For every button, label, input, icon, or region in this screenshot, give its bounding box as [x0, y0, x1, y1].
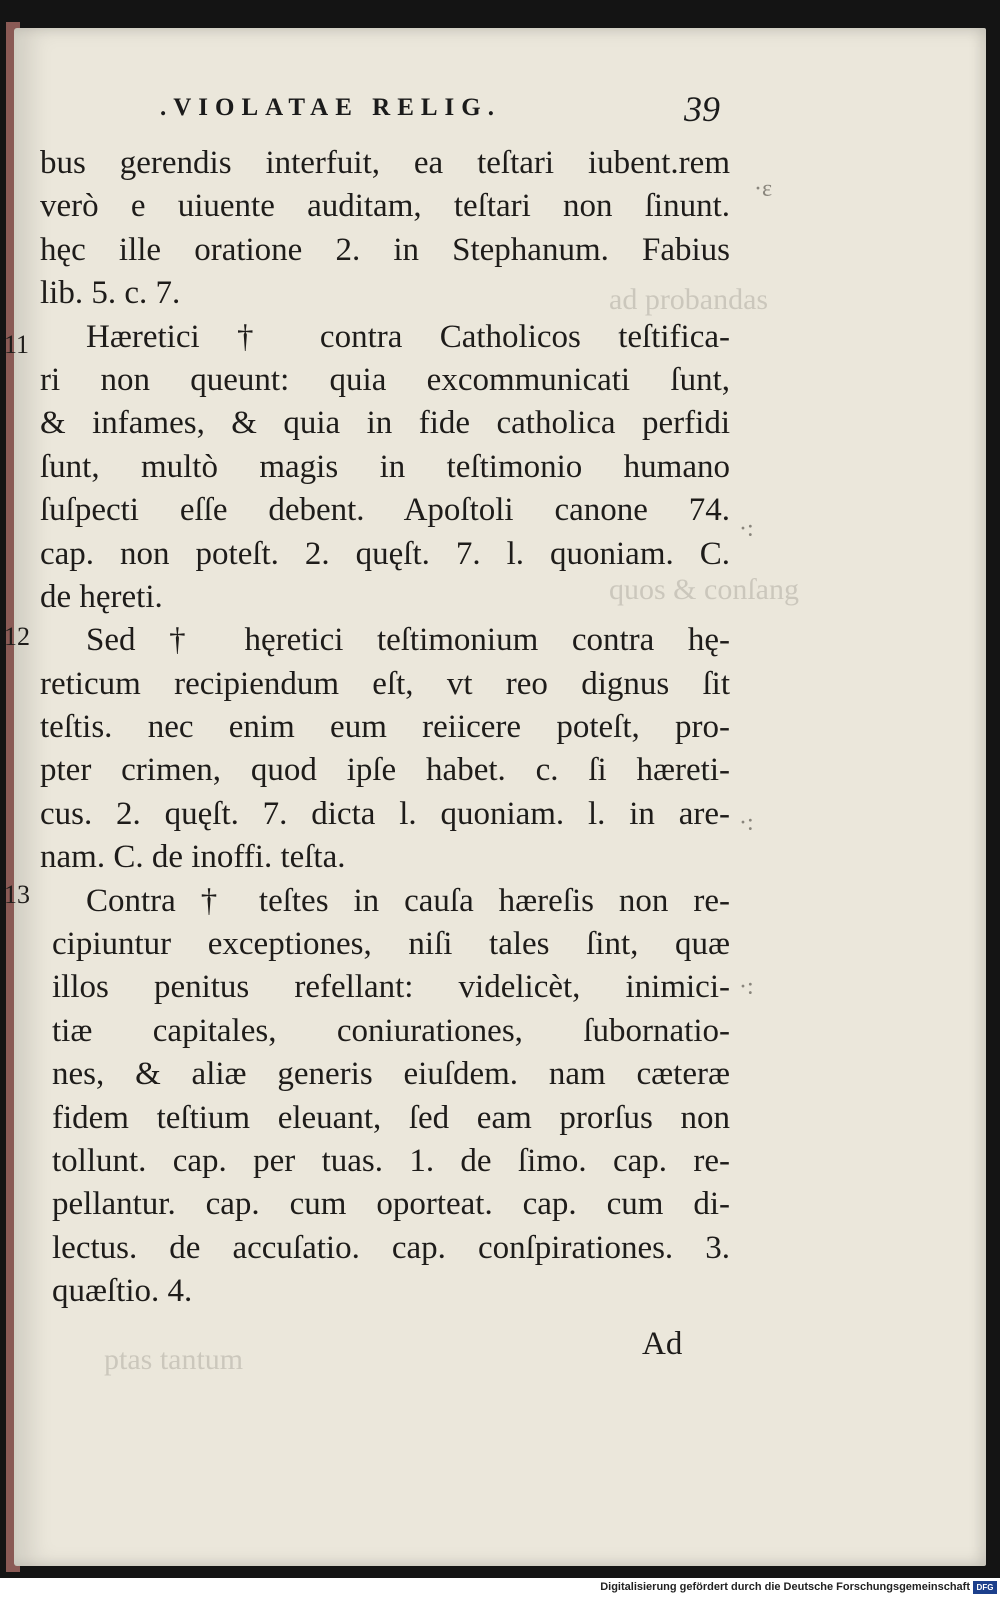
text-line: nes, & aliæ generis eiuſdem. nam cæteræ — [52, 1056, 730, 1093]
text-line: Hæretici † contra Catholicos teſtifica- — [86, 318, 730, 355]
text-line: & infames, & quia in fide catholica perfidi — [40, 405, 730, 442]
text-line: tollunt. cap. per tuas. 1. de ſimo. cap. re- — [52, 1142, 730, 1179]
marginal-number: 13 — [4, 880, 30, 909]
text-line: cipiuntur exceptiones, niſi tales ſint, quæ — [52, 926, 730, 963]
show-through: ad probandas — [609, 283, 769, 316]
text-line: ri non queunt: quia excommunicati ſunt, — [40, 361, 730, 398]
marginal-number: 11 — [4, 330, 30, 359]
text-line: cap. non poteſt. 2. quęſt. 7. l. quoniam. C. — [40, 535, 730, 572]
marginal-number: 12 — [4, 622, 30, 651]
text-line: ſuſpecti eſſe debent. Apoſtoli canone 74. — [40, 492, 730, 529]
text-line: fidem teſtium eleuant, ſed eam prorſus non — [52, 1099, 730, 1136]
text-line: lib. 5. c. 7. — [40, 275, 181, 312]
text-line: pter crimen, quod ipſe habet. c. ſi hæreti- — [40, 752, 730, 789]
text-line: lectus. de accuſatio. cap. conſpirationes. 3. — [52, 1229, 730, 1266]
text-line: tiæ capitales, coniurationes, ſubornatio- — [52, 1012, 730, 1049]
page-number: 39 — [684, 89, 720, 129]
text-line: quæſtio. 4. — [52, 1273, 193, 1310]
show-through-mark: ·: — [739, 810, 754, 836]
text-line: illos penitus refellant: videlicèt, inimici- — [52, 969, 730, 1006]
text-line: ſunt, multò magis in teſtimonio humano — [40, 448, 730, 485]
text-line: bus gerendis interfuit, ea teſtari iubent.rem — [40, 145, 730, 181]
main-text — [40, 142, 730, 1314]
text-line: reticum recipiendum eſt, vt reo dignus ſit — [40, 665, 730, 702]
show-through-mark: ·: — [739, 974, 754, 1000]
running-header — [160, 89, 720, 132]
digitization-credit: Digitalisierung gefördert durch die Deutsche Forschungsgemeinschaft — [600, 1581, 970, 1593]
dfg-logo: DFG — [973, 1581, 997, 1594]
text-line: Contra † teſtes in cauſa hæreſis non re- — [86, 882, 730, 919]
show-through-mark: ·ε — [754, 176, 773, 202]
text-line: de hęreti. — [40, 578, 163, 615]
show-through: ptas tantum — [104, 1343, 244, 1376]
show-through-mark: ·: — [739, 516, 754, 542]
text-line: cus. 2. quęſt. 7. dicta l. quoniam. l. in are- — [40, 795, 730, 832]
text-line: hęc ille oratione 2. in Stephanum. Fabius — [40, 231, 730, 268]
catchword: Ad — [642, 1326, 683, 1362]
text-line: teſtis. nec enim eum reiicere poteſt, pro- — [40, 709, 730, 746]
text-line: Sed † hęretici teſtimonium contra hę- — [86, 622, 730, 659]
running-title: .VIOLATAE RELIG. — [160, 94, 501, 121]
text-line: verò e uiuente auditam, teſtari non ſinunt. — [40, 188, 730, 225]
text-line: nam. C. de inoffi. teſta. — [40, 839, 346, 876]
text-line: pellantur. cap. cum oporteat. cap. cum di- — [52, 1186, 730, 1223]
show-through: quos & conſang — [609, 573, 799, 606]
